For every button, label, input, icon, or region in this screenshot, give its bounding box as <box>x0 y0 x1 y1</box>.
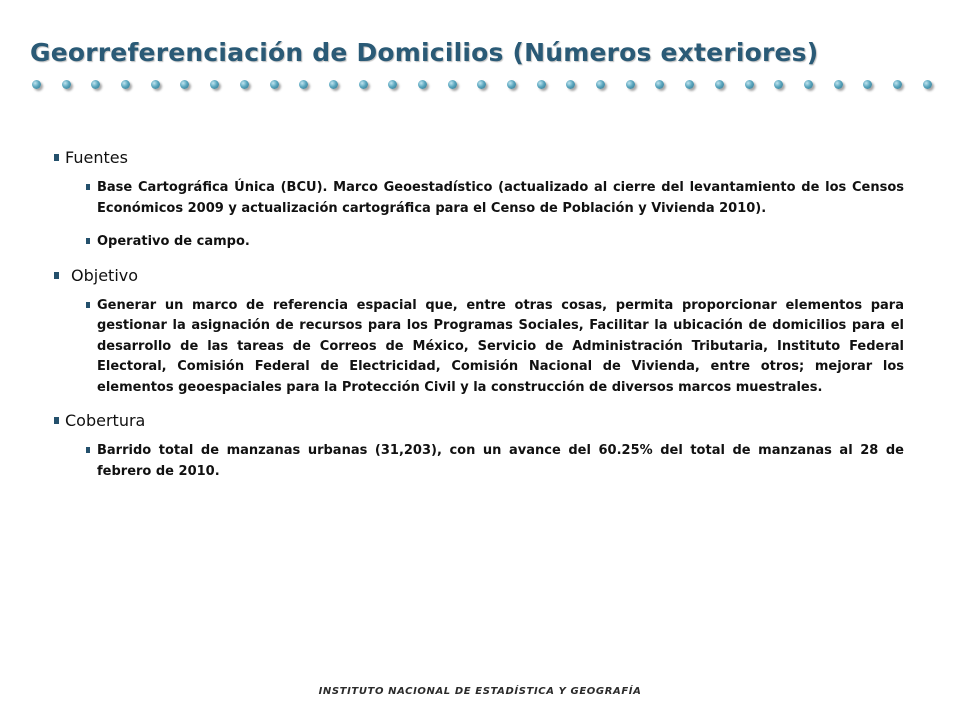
divider-dot <box>121 80 130 89</box>
list-item <box>86 232 904 253</box>
divider-dot <box>626 80 635 89</box>
list-item-text: Generar un marco de referencia espacial que, entre otras cosas, permita proporcionar elementos para gestionar la asignación de recursos para los Programas Sociales, Facilitar la ubicación de domicilios para el desarrollo de las tareas de Correos de México, Servicio de Administración Tributaria, Instituto Federal Electoral, Comisión Federal de Electricidad, Comisión Nacional de Vivienda, entre otros; mejorar los elementos geoespaciales para la Protección Civil y la construcción de diversos marcos muestrales. <box>97 297 904 395</box>
list-item <box>86 178 904 219</box>
square-bullet-icon <box>54 154 59 161</box>
divider-dot <box>388 80 397 89</box>
dotted-divider <box>32 80 932 94</box>
divider-dot <box>62 80 71 89</box>
section-heading <box>54 148 904 167</box>
divider-dot <box>863 80 872 89</box>
list-item-text: Base Cartográfica Única (BCU). Marco Geoestadístico (actualizado al cierre del levantamiento de los Censos Económicos 2009 y actualización cartográfica para el Censo de Población y Vivienda 2010). <box>97 180 904 216</box>
divider-dot <box>685 80 694 89</box>
divider-dot <box>151 80 160 89</box>
divider-dot <box>299 80 308 89</box>
divider-dot <box>655 80 664 89</box>
section-fuentes <box>54 148 904 253</box>
section-heading-text: Cobertura <box>65 411 146 430</box>
section-objetivo <box>54 266 904 399</box>
divider-dot <box>804 80 813 89</box>
section-heading-text: Fuentes <box>65 148 128 167</box>
divider-dot <box>91 80 100 89</box>
divider-dot <box>210 80 219 89</box>
section-cobertura <box>54 411 904 482</box>
divider-dot <box>329 80 338 89</box>
section-heading <box>54 411 904 430</box>
divider-dot <box>240 80 249 89</box>
divider-dot <box>537 80 546 89</box>
divider-dot <box>477 80 486 89</box>
divider-dot <box>32 80 41 89</box>
section-heading-text: Objetivo <box>71 265 139 285</box>
square-bullet-icon <box>54 417 59 424</box>
square-bullet-icon <box>86 302 90 308</box>
divider-dot <box>448 80 457 89</box>
square-bullet-icon <box>86 238 90 244</box>
divider-dot <box>180 80 189 89</box>
footer-institution: INSTITUTO NACIONAL DE ESTADÍSTICA Y GEOGRAFÍA <box>318 686 642 697</box>
divider-dot <box>923 80 932 89</box>
square-bullet-icon <box>86 447 90 453</box>
list-item <box>86 441 904 482</box>
divider-dot <box>745 80 754 89</box>
divider-dot <box>715 80 724 89</box>
divider-dot <box>893 80 902 89</box>
divider-dot <box>418 80 427 89</box>
divider-dot <box>507 80 516 89</box>
section-heading <box>54 266 904 285</box>
list-item-text: Barrido total de manzanas urbanas (31,203), con un avance del 60.25% del total de manzanas al 28 de febrero de 2010. <box>97 443 904 479</box>
divider-dot <box>270 80 279 89</box>
divider-dot <box>596 80 605 89</box>
divider-dot <box>834 80 843 89</box>
divider-dot <box>566 80 575 89</box>
square-bullet-icon <box>86 184 90 190</box>
square-bullet-icon <box>54 272 59 279</box>
divider-dot <box>774 80 783 89</box>
list-item-text: Operativo de campo. <box>97 234 250 249</box>
list-item <box>86 296 904 399</box>
divider-dot <box>359 80 368 89</box>
slide-title: Georreferenciación de Domicilios (Números exteriores) <box>30 38 819 67</box>
slide-content <box>54 148 904 495</box>
